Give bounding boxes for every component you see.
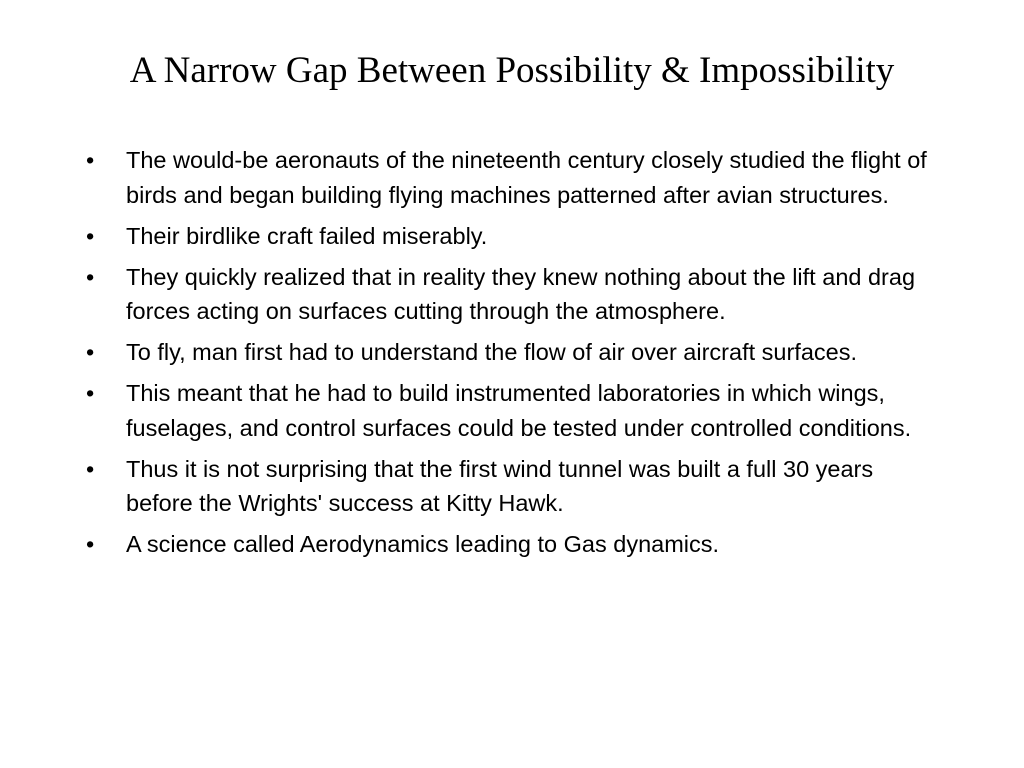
bullet-marker: • [86,147,95,173]
bullet-marker: • [86,222,95,249]
bullet-text: Their birdlike craft failed miserably. [126,222,488,249]
bullet-marker: • [86,380,95,406]
bullet-marker: • [86,339,95,365]
bullet-text: Thus it is not surprising that the first wind tunnel was built a full 30 years before the Wrights' success at Kitty Hawk. [126,455,874,516]
bullet-marker: • [86,455,95,482]
bullet-text: This meant that he had to build instrumented laboratories in which wings, fuselages, and control surfaces could be tested under controlled conditions. [126,380,912,441]
bullet-text: They quickly realized that in reality they knew nothing about the lift and drag forces acting on surfaces cutting through the atmosphere. [126,263,916,324]
bullet-item [84,527,944,562]
bullet-item [84,143,944,212]
bullet-marker: • [86,263,95,290]
bullet-marker: • [86,531,95,557]
bullet-item [84,452,944,521]
bullet-item [84,376,944,445]
bullet-list [84,143,944,568]
bullet-item [84,335,944,370]
slide-title: A Narrow Gap Between Possibility & Impossibility [129,50,895,91]
bullet-item [84,260,944,329]
bullet-text: To fly, man first had to understand the flow of air over aircraft surfaces. [126,339,858,365]
bullet-text: A science called Aerodynamics leading to Gas dynamics. [126,531,720,557]
bullet-item [84,219,944,254]
bullet-text: The would-be aeronauts of the nineteenth century closely studied the flight of birds and began building flying machines patterned after avian structures. [126,147,927,208]
